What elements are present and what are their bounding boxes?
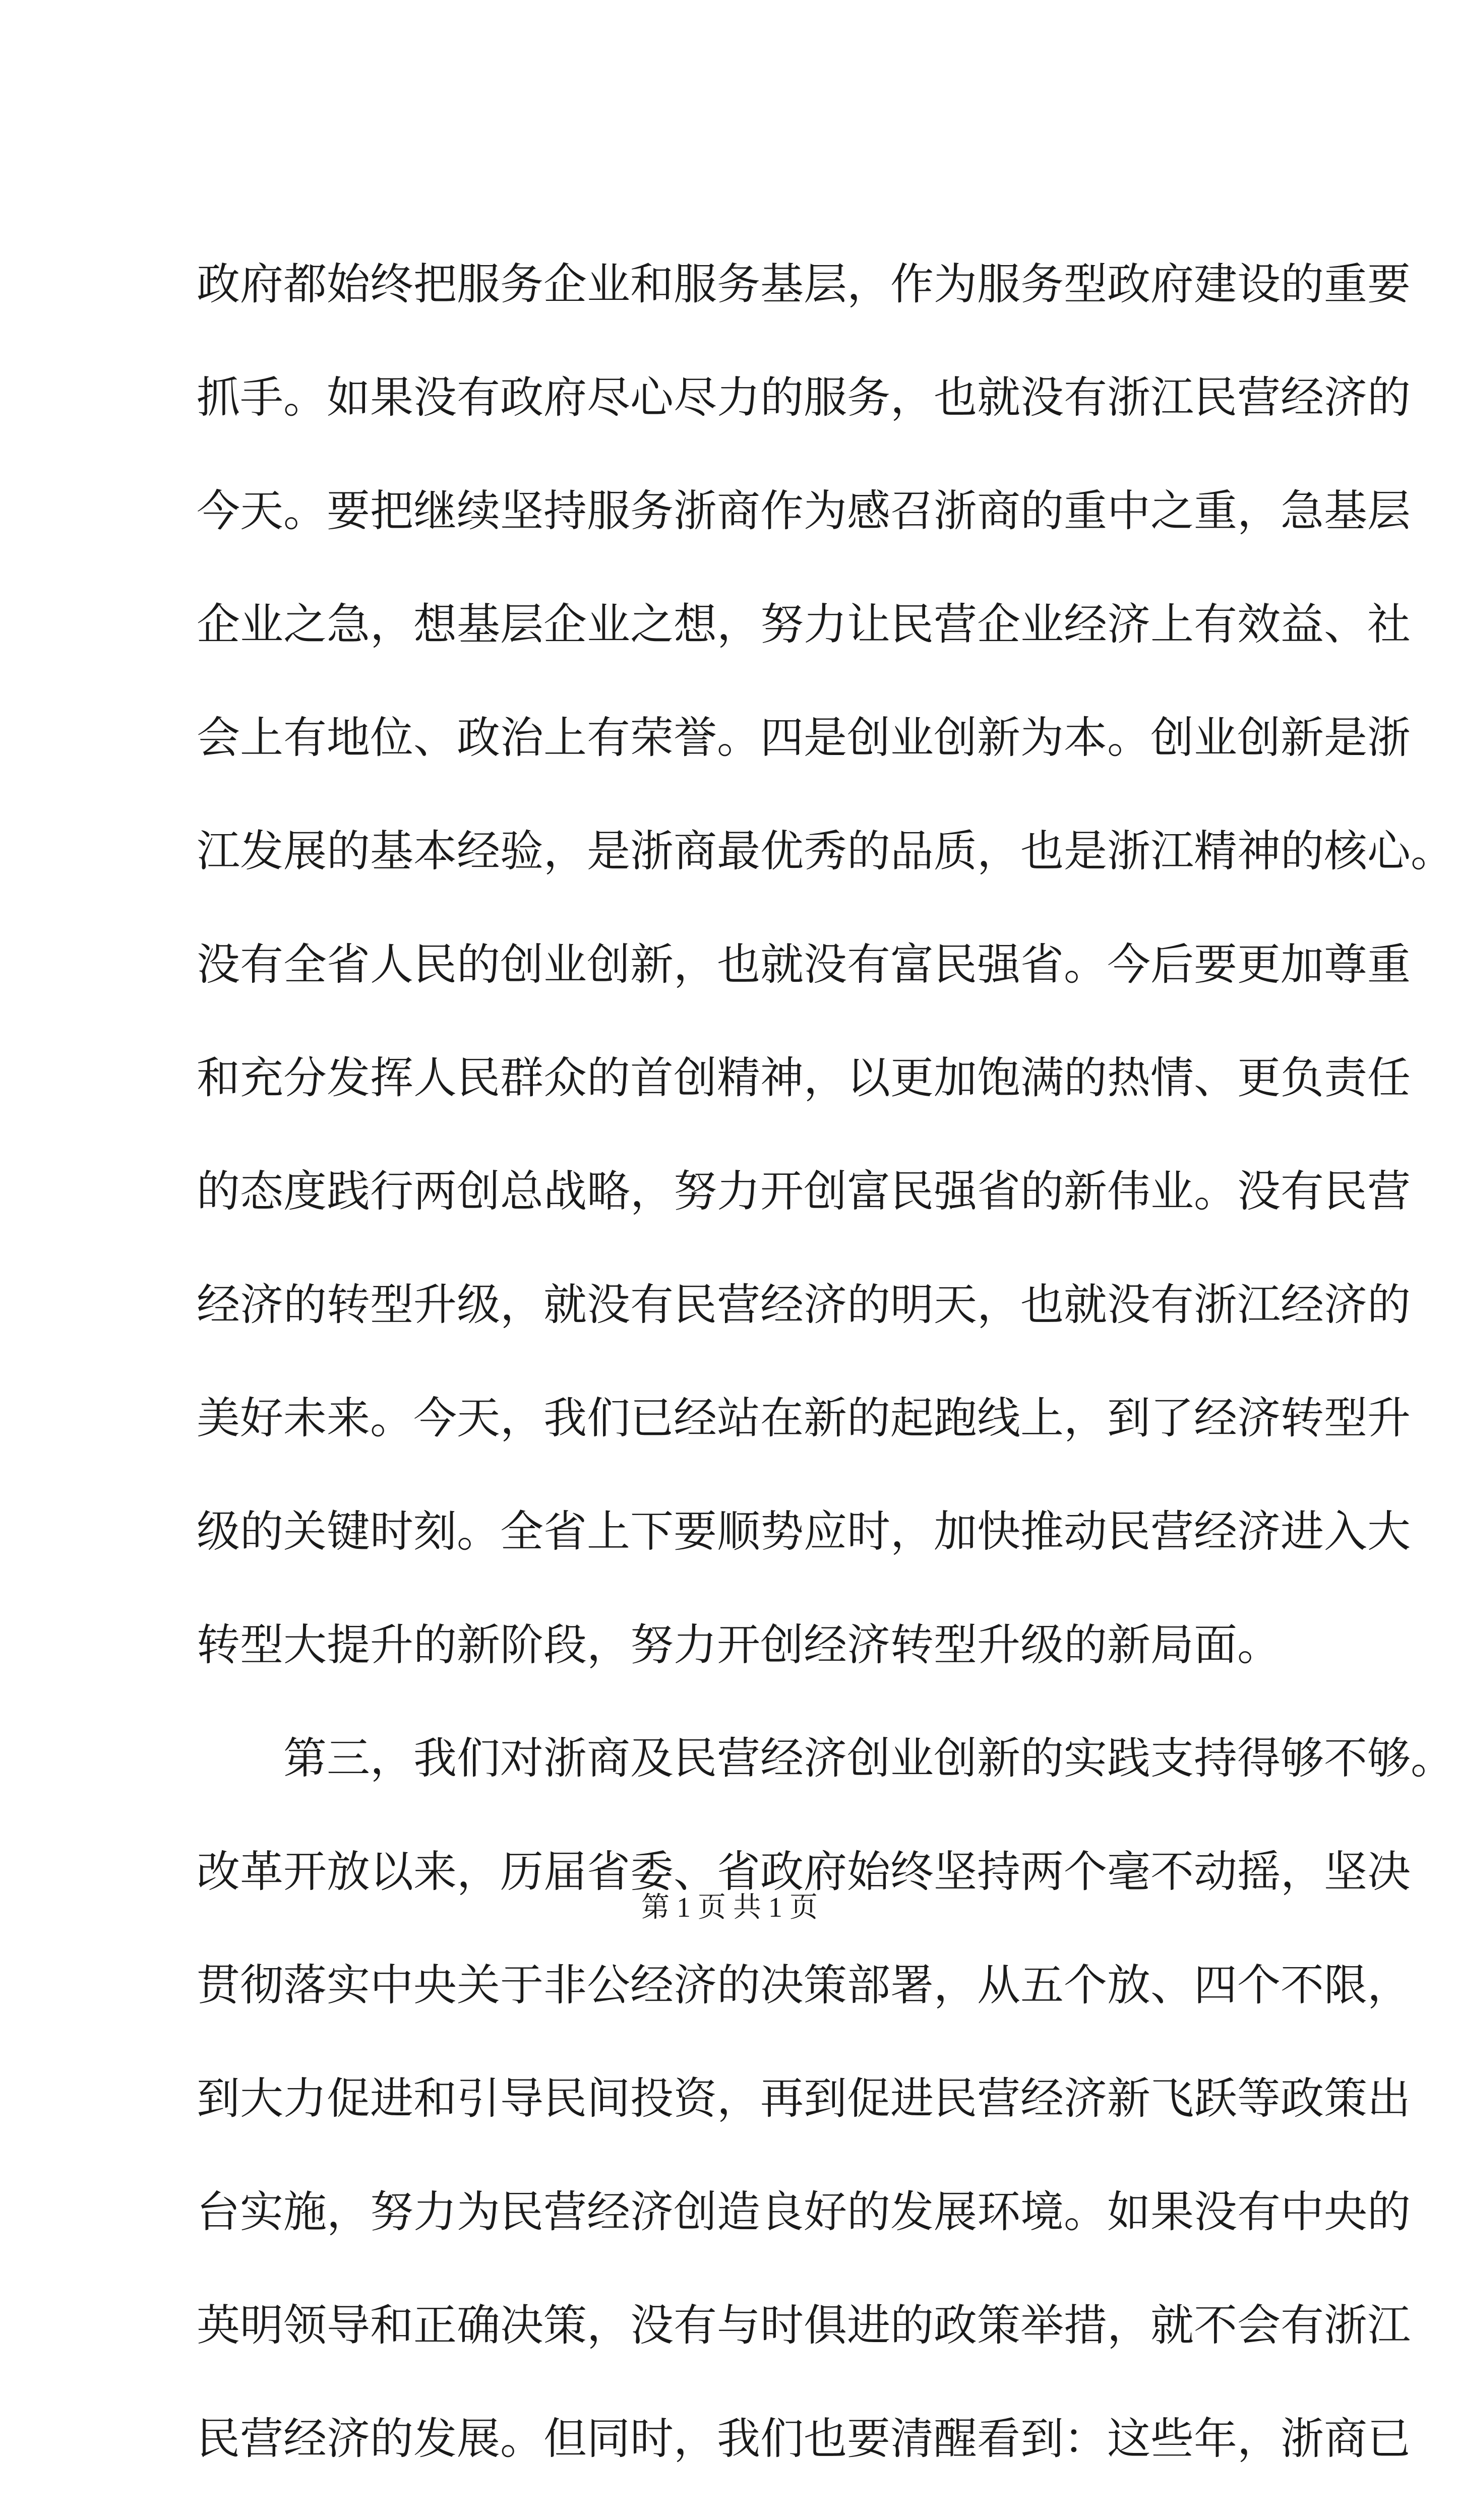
paragraph-1-line-5: 会上有地位、政治上有荣誉。四是创业创新为本。创业创新是浙: [197, 713, 1411, 763]
paragraph-2-line-5: 台实施，努力为民营经济创造良好的发展环境。如果没有中央的: [197, 2187, 1411, 2237]
paragraph-2-line-8: [197, 2496, 1281, 2520]
paragraph-1-line-11: 美好未来。今天，我们已经站在新的起跑线上，到了经济转型升: [197, 1393, 1411, 1443]
paragraph-1-line-2: 抓手。如果没有政府尽心尽力的服务，也就没有浙江民营经济的: [197, 372, 1411, 423]
paragraph-2-line-2: 改革开放以来，历届省委、省政府始终坚持两个毫不动摇，坚决: [197, 1847, 1411, 1897]
paragraph-1-line-9: 的态度践行两创总战略，努力开创富民强省的新伟业。没有民营: [197, 1166, 1411, 1217]
body-text: [197, 228, 1454, 2520]
paragraph-1-line-7: 没有全省人民的创业创新，也就没有富民强省。今后要更加尊重: [197, 939, 1411, 990]
paragraph-2-line-6: 英明领导和正确决策，没有与时俱进的政策举措，就不会有浙江: [197, 2300, 1411, 2351]
paragraph-1-line-10: 经济的转型升级，就没有民营经济的明天，也就没有浙江经济的: [197, 1280, 1411, 1330]
paragraph-2-line-3: 贯彻落实中央关于非公经济的决策部署，从五个放、四个不限，: [197, 1960, 1411, 2010]
paragraph-2-line-7: 民营经济的发展。但同时，我们也要清醒看到：这些年，浙商已: [197, 2414, 1411, 2464]
paragraph-1-line-13: 转型大提升的新阶段，努力开创经济转型升级的新局面。: [197, 1620, 1281, 1670]
paragraph-1-line-8: 和充分发挥人民群众的首创精神，以更加饱满的热情、更负责任: [197, 1053, 1411, 1103]
paragraph-1-line-6: 江发展的基本经验，是浙商最优秀的品质，也是浙江精神的核心。: [197, 826, 1454, 876]
paragraph-1-line-1: 政府都始终把服务企业和服务基层，作为服务型政府建设的重要: [197, 259, 1411, 309]
paragraph-1-line-3: 今天。要把继续坚持服务浙商作为感召浙商的重中之重，急基层: [197, 486, 1411, 536]
paragraph-1-line-12: 级的关键时刻。全省上下要顺势应时，加快推动民营经济进入大: [197, 1506, 1411, 1557]
paragraph-2-line-4: 到大力促进和引导民间投资，再到促进民营经济新飞跃等政策出: [197, 2073, 1411, 2124]
page-footer: 第 1 页 共 1 页: [641, 1892, 818, 1923]
paragraph-2-line-1: 第三，我们对浙商及民营经济创业创新的实践支持得够不够。: [283, 1733, 1454, 1784]
paragraph-1-line-4: 企业之急，想基层企业之想，努力让民营企业经济上有效益、社: [197, 599, 1411, 650]
